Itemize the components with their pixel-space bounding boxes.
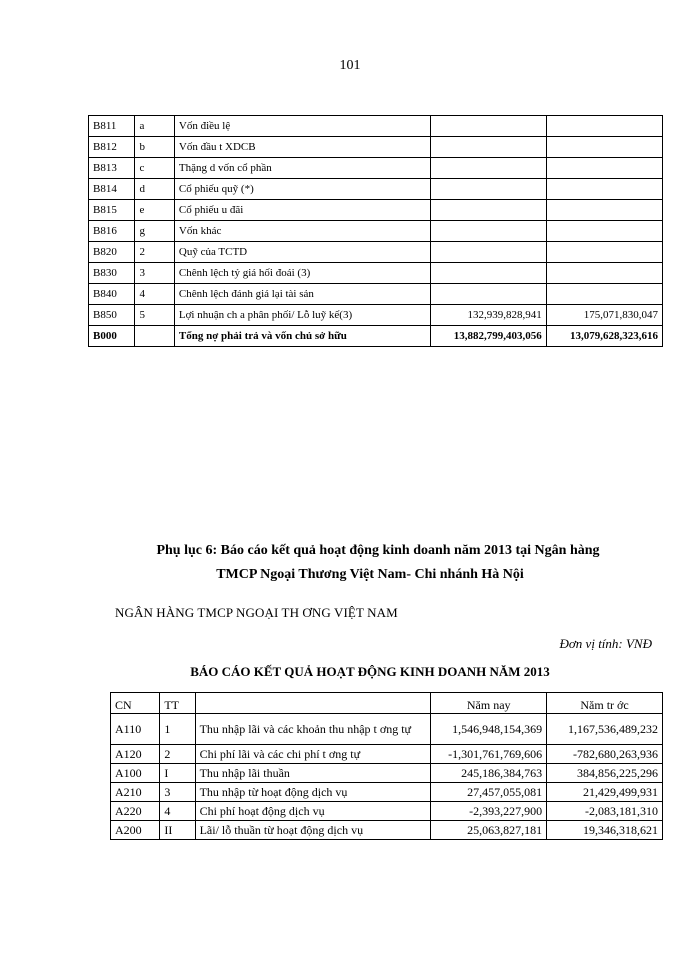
row-value-2: 175,071,830,047: [546, 305, 662, 326]
row-code: B812: [89, 137, 135, 158]
row-current-year: -2,393,227,900: [431, 802, 547, 821]
table-row: [89, 200, 663, 221]
row-current-year: 245,186,384,763: [431, 764, 547, 783]
row-current-year: -1,301,761,769,606: [431, 745, 547, 764]
appendix-caption-line-2: TMCP Ngoại Thương Việt Nam- Chi nhánh Hà Nội: [216, 567, 524, 582]
row-previous-year: 1,167,536,489,232: [547, 714, 663, 745]
table-row: [111, 783, 663, 802]
row-code: B813: [89, 158, 135, 179]
row-previous-year: 19,346,318,621: [547, 821, 663, 840]
row-value-1: [430, 200, 546, 221]
row-index: g: [135, 221, 174, 242]
table-row: [111, 745, 663, 764]
row-value-2: [546, 200, 662, 221]
table-row: [111, 802, 663, 821]
row-value-2: [546, 116, 662, 137]
row-name: Thặng d vốn cổ phần: [174, 158, 430, 179]
row-index: 3: [160, 783, 195, 802]
row-name: Thu nhập lãi và các khoản thu nhập t ơng tự: [195, 714, 431, 745]
row-code: B000: [89, 326, 135, 347]
row-index: 5: [135, 305, 174, 326]
header-tt: TT: [160, 693, 195, 714]
row-value-2: [546, 242, 662, 263]
row-code: A100: [111, 764, 160, 783]
table-row: [89, 137, 663, 158]
row-value-1: [430, 242, 546, 263]
balance-sheet-table: [88, 115, 663, 347]
row-name: Quỹ của TCTD: [174, 242, 430, 263]
row-index: b: [135, 137, 174, 158]
table-header-row: [111, 693, 663, 714]
row-code: A110: [111, 714, 160, 745]
row-code: B820: [89, 242, 135, 263]
table-row: [89, 284, 663, 305]
row-code: A220: [111, 802, 160, 821]
row-value-1: [430, 221, 546, 242]
row-value-1: [430, 137, 546, 158]
table-row: [89, 221, 663, 242]
row-name: Thu nhập từ hoạt động dịch vụ: [195, 783, 431, 802]
row-code: A120: [111, 745, 160, 764]
row-value-1: [430, 263, 546, 284]
row-value-2: [546, 179, 662, 200]
row-value-2: [546, 137, 662, 158]
header-previous-year: Năm tr ớc: [547, 693, 663, 714]
row-code: B811: [89, 116, 135, 137]
total-row: [89, 326, 663, 347]
row-index: 2: [135, 242, 174, 263]
row-previous-year: 21,429,499,931: [547, 783, 663, 802]
row-name: Thu nhập lãi thuần: [195, 764, 431, 783]
row-name: Lãi/ lỗ thuần từ hoạt động dịch vụ: [195, 821, 431, 840]
row-value-2: [546, 158, 662, 179]
row-value-1: [430, 284, 546, 305]
header-code: CN: [111, 693, 160, 714]
row-index: 4: [160, 802, 195, 821]
row-current-year: 1,546,948,154,369: [431, 714, 547, 745]
row-name: Tổng nợ phải trả và vốn chủ sở hữu: [174, 326, 430, 347]
row-index: 2: [160, 745, 195, 764]
row-value-1: [430, 116, 546, 137]
row-code: B850: [89, 305, 135, 326]
row-name: Vốn điều lệ: [174, 116, 430, 137]
row-current-year: 27,457,055,081: [431, 783, 547, 802]
row-code: A200: [111, 821, 160, 840]
row-name: Lợi nhuận ch a phân phối/ Lỗ luỹ kế(3): [174, 305, 430, 326]
row-value-1: 132,939,828,941: [430, 305, 546, 326]
row-name: Cổ phiếu quỹ (*): [174, 179, 430, 200]
row-code: B830: [89, 263, 135, 284]
row-index: d: [135, 179, 174, 200]
row-value-2: [546, 263, 662, 284]
page-number: 101: [339, 58, 361, 73]
row-name: Vốn khác: [174, 221, 430, 242]
table-row: [89, 116, 663, 137]
row-name: Chi phí lãi và các chi phí t ơng tự: [195, 745, 431, 764]
row-name: Cổ phiếu u đãi: [174, 200, 430, 221]
table-row: [89, 305, 663, 326]
row-index: 3: [135, 263, 174, 284]
row-current-year: 25,063,827,181: [431, 821, 547, 840]
row-previous-year: 384,856,225,296: [547, 764, 663, 783]
row-code: B815: [89, 200, 135, 221]
row-code: A210: [111, 783, 160, 802]
row-previous-year: -782,680,263,936: [547, 745, 663, 764]
row-code: B814: [89, 179, 135, 200]
bank-name: NGÂN HÀNG TMCP NGOẠI TH ƠNG VIỆT NAM: [115, 605, 398, 620]
row-value-2: [546, 284, 662, 305]
row-name: Vốn đầu t XDCB: [174, 137, 430, 158]
row-value-1: [430, 179, 546, 200]
table-row: [89, 179, 663, 200]
appendix-caption-line-1: Phụ lục 6: Báo cáo kết quả hoạt động kinh doanh năm 2013 tại Ngân hàng: [156, 543, 600, 558]
currency-unit: Đơn vị tính: VNĐ: [559, 636, 652, 651]
row-code: B840: [89, 284, 135, 305]
row-previous-year: -2,083,181,310: [547, 802, 663, 821]
row-name: Chênh lệch đánh giá lại tài sản: [174, 284, 430, 305]
report-title: BÁO CÁO KẾT QUẢ HOẠT ĐỘNG KINH DOANH NĂM 2013: [190, 664, 550, 679]
table-row: [111, 764, 663, 783]
row-name: Chênh lệch tỷ giá hối đoái (3): [174, 263, 430, 284]
row-name: Chi phí hoạt động dịch vụ: [195, 802, 431, 821]
table-row: [111, 821, 663, 840]
row-value-1: 13,882,799,403,056: [430, 326, 546, 347]
income-statement-table: [110, 692, 663, 840]
row-index: [135, 326, 174, 347]
header-name: [195, 693, 431, 714]
table-row: [111, 714, 663, 745]
row-index: a: [135, 116, 174, 137]
table-row: [89, 263, 663, 284]
row-index: 4: [135, 284, 174, 305]
row-value-2: [546, 221, 662, 242]
row-index: e: [135, 200, 174, 221]
row-index: 1: [160, 714, 195, 745]
table-row: [89, 158, 663, 179]
row-index: II: [160, 821, 195, 840]
row-index: c: [135, 158, 174, 179]
row-code: B816: [89, 221, 135, 242]
header-current-year: Năm nay: [431, 693, 547, 714]
row-value-2: 13,079,628,323,616: [546, 326, 662, 347]
table-row: [89, 242, 663, 263]
row-index: I: [160, 764, 195, 783]
row-value-1: [430, 158, 546, 179]
